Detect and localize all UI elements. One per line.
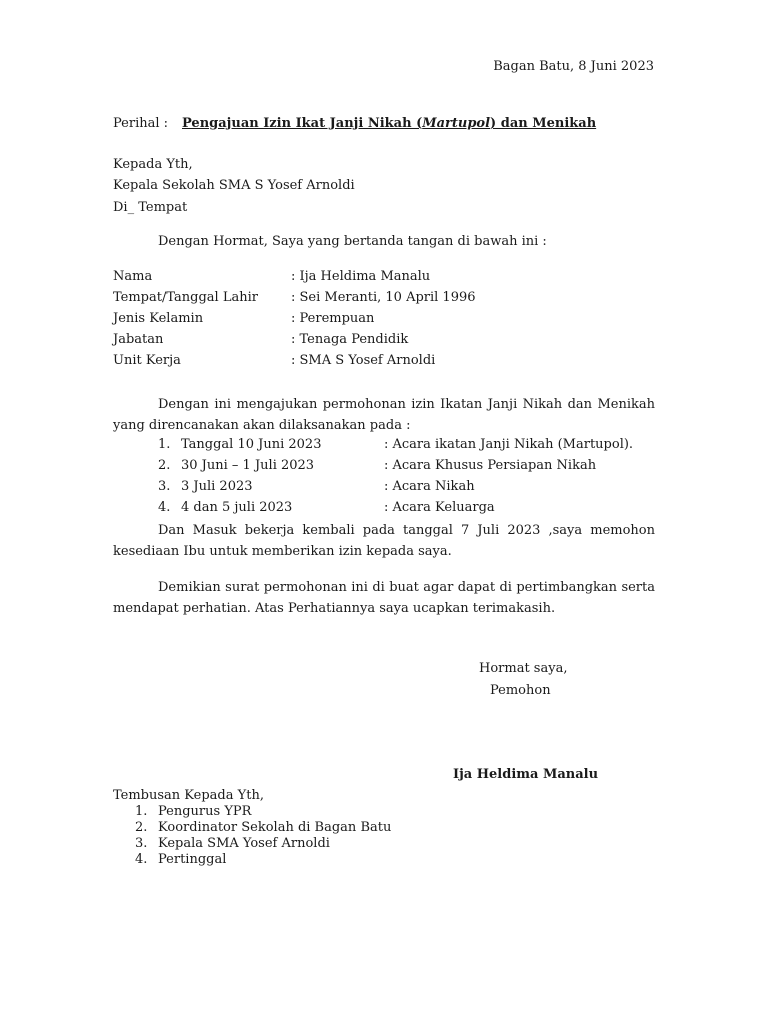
cc-number-2: 2.: [135, 820, 148, 835]
bio-label-gender: Jenis Kelamin: [113, 311, 204, 326]
recipient-line-2: Kepala Sekolah SMA S Yosef Arnoldi: [113, 178, 355, 193]
bio-value-birth: : Sei Meranti, 10 April 1996: [291, 290, 476, 305]
plan-number-3: 3.: [158, 479, 171, 494]
request-paragraph: [113, 394, 655, 436]
plan-number-1: 1.: [158, 437, 171, 452]
plan-number-4: 4.: [158, 500, 171, 515]
plan-event-2: : Acara Khusus Persiapan Nikah: [384, 458, 597, 473]
subject-text-italic: Martupol: [422, 116, 491, 131]
bio-value-name: : Ija Heldima Manalu: [291, 269, 431, 284]
subject-text-after: ) dan Menikah: [490, 116, 597, 131]
plan-date-4: 4 dan 5 juli 2023: [181, 500, 293, 515]
bio-value-gender: : Perempuan: [291, 311, 375, 326]
greeting: Dengan Hormat, Saya yang bertanda tangan di bawah ini :: [158, 234, 547, 249]
signer-name: Ija Heldima Manalu: [453, 767, 599, 782]
recipient-line-1: Kepada Yth,: [113, 157, 193, 172]
bio-label-position: Jabatan: [113, 332, 164, 347]
bio-label-birth: Tempat/Tanggal Lahir: [113, 290, 258, 305]
plan-date-3: 3 Juli 2023: [181, 479, 253, 494]
cc-title: Tembusan Kepada Yth,: [113, 788, 264, 803]
cc-number-4: 4.: [135, 852, 148, 867]
plan-date-2: 30 Juni – 1 Juli 2023: [181, 458, 315, 473]
subject-text: [182, 116, 596, 131]
cc-item-4: Pertinggal: [158, 852, 227, 867]
closing-paragraph-text: Demikian surat permohonan ini di buat agar dapat di pertimbangkan serta mendapat perhatian. Atas Perhatiannya saya ucapkan terimakasih.: [113, 580, 655, 616]
cc-item-3: Kepala SMA Yosef Arnoldi: [158, 836, 330, 851]
bio-value-unit: : SMA S Yosef Arnoldi: [291, 353, 436, 368]
plan-event-3: : Acara Nikah: [384, 479, 475, 494]
cc-item-2: Koordinator Sekolah di Bagan Batu: [158, 820, 392, 835]
cc-number-1: 1.: [135, 804, 148, 819]
plan-number-2: 2.: [158, 458, 171, 473]
cc-item-1: Pengurus YPR: [158, 804, 252, 819]
recipient-line-3: Di_ Tempat: [113, 200, 188, 215]
closing-salutation: Hormat saya,: [479, 661, 568, 676]
closing-role: Pemohon: [490, 683, 551, 698]
plan-date-1: Tanggal 10 Juni 2023: [181, 437, 322, 452]
closing-paragraph: [113, 577, 655, 619]
date-line: Bagan Batu, 8 Juni 2023: [493, 59, 654, 74]
cc-number-3: 3.: [135, 836, 148, 851]
bio-label-unit: Unit Kerja: [113, 353, 181, 368]
plan-event-4: : Acara Keluarga: [384, 500, 495, 515]
return-paragraph: [113, 520, 655, 562]
subject-label: Perihal :: [113, 116, 169, 131]
plan-event-1: : Acara ikatan Janji Nikah (Martupol).: [384, 437, 634, 452]
bio-label-name: Nama: [113, 269, 153, 284]
return-paragraph-text: Dan Masuk bekerja kembali pada tanggal 7 Juli 2023 ,saya memohon kesediaan Ibu untuk memberikan izin kepada saya.: [113, 523, 655, 559]
request-paragraph-text: Dengan ini mengajukan permohonan izin Ikatan Janji Nikah dan Menikah yang direncanakan akan dilaksanakan pada :: [113, 397, 655, 433]
bio-value-position: : Tenaga Pendidik: [291, 332, 409, 347]
subject-text-before: Pengajuan Izin Ikat Janji Nikah (: [182, 116, 423, 131]
